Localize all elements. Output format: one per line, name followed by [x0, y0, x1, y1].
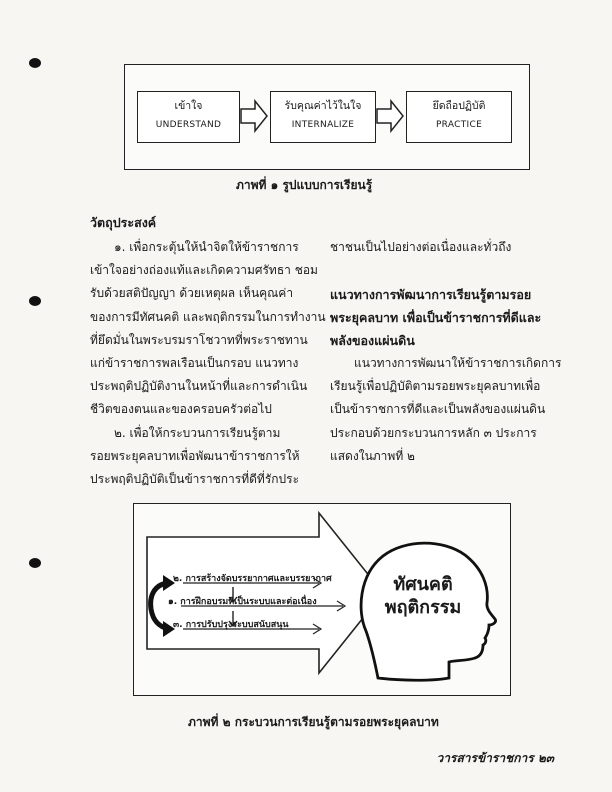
- text-line: ประพฤติปฏิบัติงานในหน้าที่และการดำเนิน: [90, 379, 308, 394]
- stage-box-internalize: [270, 91, 376, 143]
- continuation-line: ชาชนเป็นไปอย่างต่อเนื่องและทั่วถึง: [330, 240, 512, 254]
- text-line: เข้าใจอย่างถ่องแท้และเกิดความศรัทธา ชอม: [90, 263, 318, 278]
- stage-english-label: UNDERSTAND: [155, 119, 222, 130]
- heading-line: พลังของแผ่นดิน: [330, 333, 415, 348]
- head-label-line: พฤติกรรม: [384, 597, 462, 618]
- page-footer: วารสารข้าราชการ ๒๓: [436, 751, 554, 765]
- text-line: แนวทางการพัฒนาให้ข้าราชการเกิดการ: [354, 356, 562, 370]
- binder-hole: [29, 58, 41, 68]
- text-line: เป็นข้าราชการที่ดีและเป็นพลังของแผ่นดิน: [330, 402, 546, 417]
- heading-line: แนวทางการพัฒนาการเรียนรู้ตามรอย: [330, 287, 532, 302]
- text-line: ๑. เพื่อกระตุ้นให้นำจิตให้ข้าราชการ: [114, 240, 299, 254]
- text-line: ที่ยึดมั่นในพระบรมราโชวาทที่พระราชทาน: [90, 332, 308, 347]
- stage-thai-label: ยึดถือปฏิบัติ: [432, 100, 486, 112]
- text-line: ๒. เพื่อให้กระบวนการเรียนรู้ตาม: [114, 425, 281, 440]
- figure-1-caption: ภาพที่ ๑ รูปแบบการเรียนรู้: [236, 178, 373, 192]
- figure-2-caption: ภาพที่ ๒ กระบวนการเรียนรู้ตามรอยพระยุคลบาท: [188, 715, 439, 729]
- head-label: [374, 573, 472, 619]
- arrow-right-icon: [240, 98, 268, 134]
- head-label-line: ทัศนคติ: [393, 574, 453, 595]
- text-line: เรียนรู้เพื่อปฏิบัติตามรอยพระยุคลบาทเพื่อ: [330, 379, 541, 394]
- binder-hole: [29, 558, 41, 568]
- guideline-body: [330, 352, 561, 468]
- big-arrow-icon: [147, 513, 383, 673]
- process-item-environment: ๒. การสร้างจัดบรรยากาศและบรรยากาศ: [173, 574, 332, 584]
- text-line: ประพฤติปฏิบัติเป็นข้าราชการที่ดีที่รักประ: [90, 472, 300, 487]
- process-item-support: ๓. การปรับปรุงระบบสนับสนุน: [173, 620, 289, 630]
- guideline-heading: [330, 283, 541, 352]
- stage-english-label: INTERNALIZE: [291, 119, 355, 130]
- text-line: ชีวิตของตนและของครอบครัวต่อไป: [90, 402, 272, 417]
- stage-box-understand: [137, 91, 240, 143]
- process-item-training: ๑. การฝึกอบรมที่เป็นระบบและต่อเนื่อง: [168, 597, 317, 607]
- text-line: รับด้วยสติปัญญา ด้วยเหตุผล เห็นคุณค่า: [90, 286, 294, 301]
- text-line: รอยพระยุคลบาทเพื่อพัฒนาข้าราชการให้: [90, 448, 300, 463]
- stage-thai-label: รับคุณค่าไว้ในใจ: [284, 100, 362, 112]
- objectives-heading: วัตถุประสงค์: [90, 215, 157, 230]
- text-line: แสดงในภาพที่ ๒: [330, 448, 415, 463]
- arrow-right-icon: [376, 98, 404, 134]
- binder-hole: [29, 296, 41, 306]
- heading-line: พระยุคลบาท เพื่อเป็นข้าราชการที่ดีและ: [330, 310, 542, 325]
- text-line: ประกอบด้วยกระบวนการหลัก ๓ ประการ: [330, 425, 537, 440]
- text-line: แก่ข้าราชการพลเรือนเป็นกรอบ แนวทาง: [90, 356, 299, 371]
- objectives-body: [90, 236, 326, 491]
- stage-english-label: PRACTICE: [435, 119, 483, 130]
- stage-thai-label: เข้าใจ: [174, 100, 203, 112]
- text-line: ของการมีทัศนคติ และพฤติกรรมในการทำงาน: [90, 309, 326, 324]
- stage-box-practice: [406, 91, 512, 143]
